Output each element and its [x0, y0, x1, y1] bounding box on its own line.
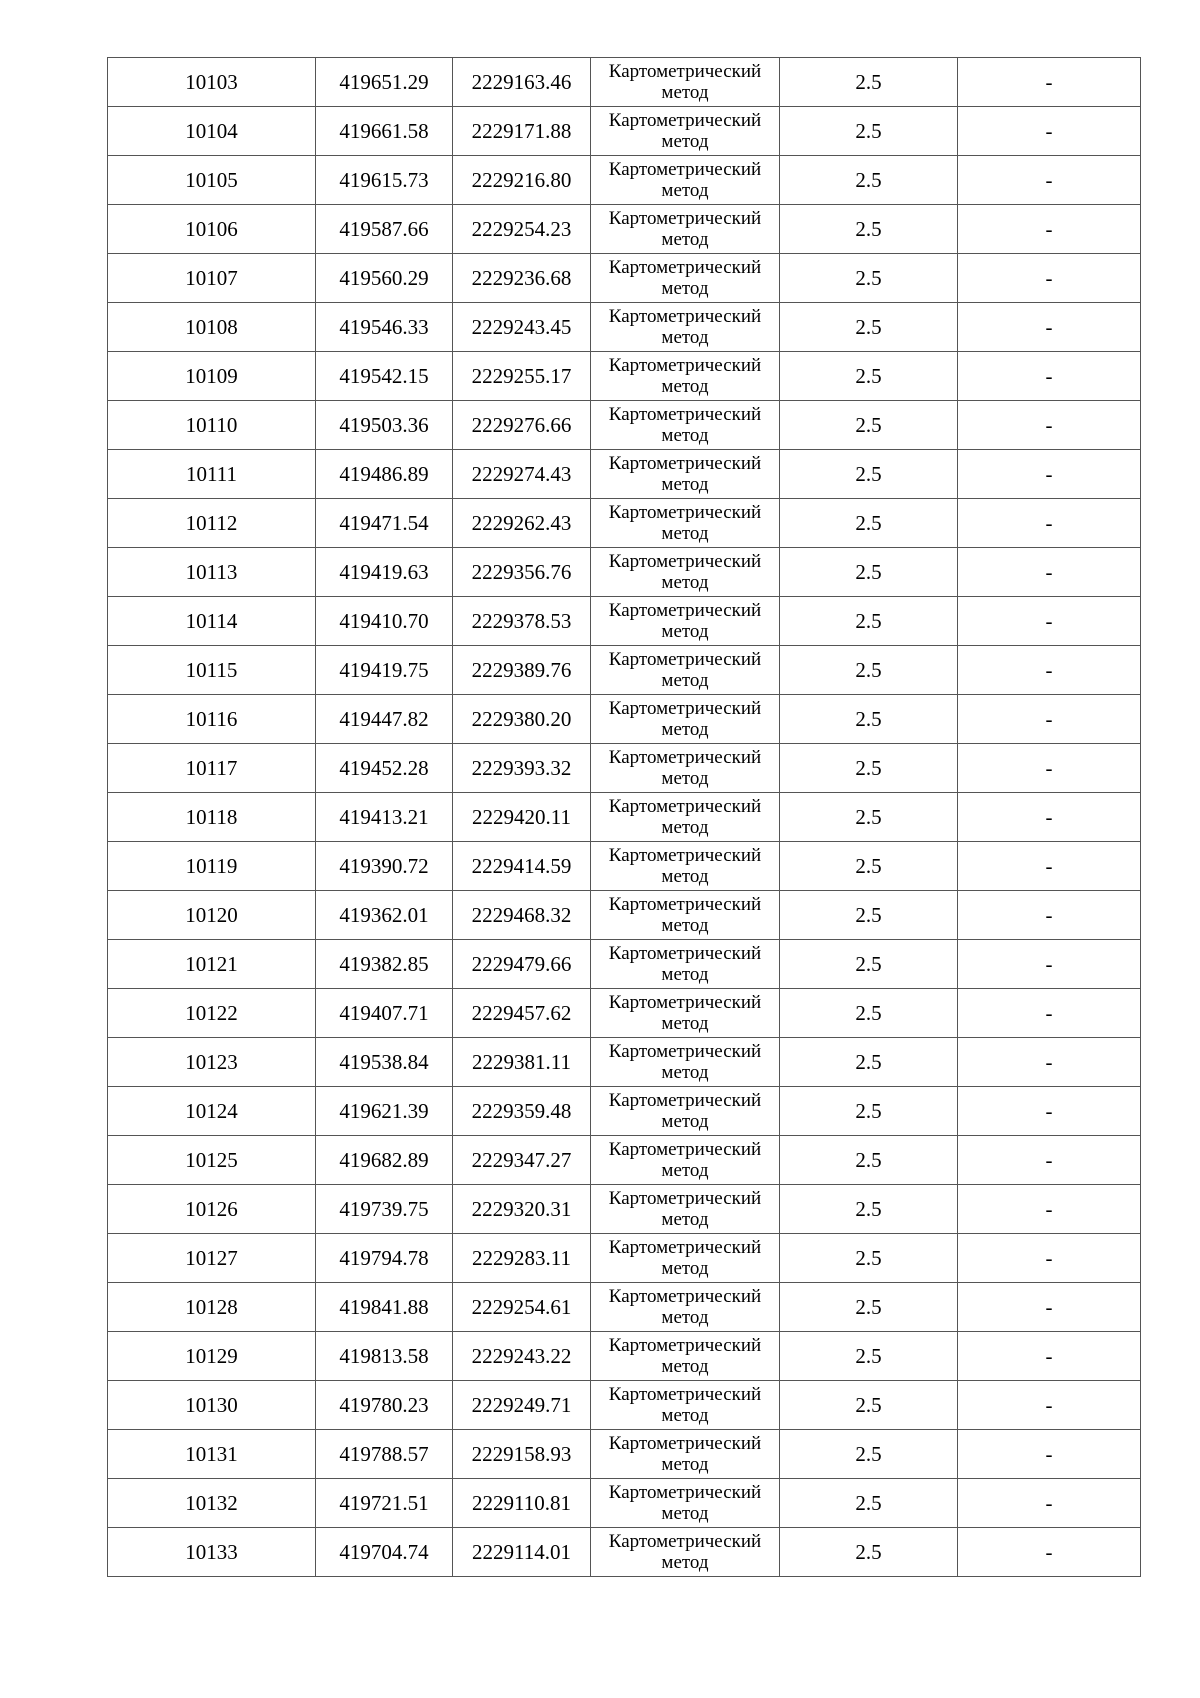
accuracy-cell: 2.5	[780, 891, 958, 940]
y-coordinate-cell: 2229243.22	[453, 1332, 591, 1381]
point-number-cell: 10133	[108, 1528, 316, 1577]
accuracy-cell: 2.5	[780, 1381, 958, 1430]
method-line-1: Картометрический	[608, 453, 762, 474]
method-line-2: метод	[661, 1111, 709, 1132]
method-cell	[591, 1381, 780, 1430]
accuracy-cell: 2.5	[780, 1430, 958, 1479]
accuracy-cell: 2.5	[780, 401, 958, 450]
method-line-1: Картометрический	[608, 208, 762, 229]
y-coordinate-cell: 2229114.01	[453, 1528, 591, 1577]
x-coordinate-cell: 419682.89	[316, 1136, 453, 1185]
accuracy-cell: 2.5	[780, 58, 958, 107]
x-coordinate-cell: 419621.39	[316, 1087, 453, 1136]
method-line-2: метод	[661, 1503, 709, 1524]
accuracy-cell: 2.5	[780, 842, 958, 891]
table-row	[108, 401, 1141, 450]
method-line-2: метод	[661, 1209, 709, 1230]
y-coordinate-cell: 2229359.48	[453, 1087, 591, 1136]
method-line-2: метод	[661, 1258, 709, 1279]
method-cell	[591, 597, 780, 646]
method-line-2: метод	[661, 425, 709, 446]
note-cell: -	[958, 303, 1141, 352]
note-cell: -	[958, 254, 1141, 303]
table-row	[108, 352, 1141, 401]
method-line-1: Картометрический	[608, 551, 762, 572]
x-coordinate-cell: 419382.85	[316, 940, 453, 989]
y-coordinate-cell: 2229163.46	[453, 58, 591, 107]
method-line-2: метод	[661, 670, 709, 691]
point-number-cell: 10130	[108, 1381, 316, 1430]
note-cell: -	[958, 1185, 1141, 1234]
method-line-1: Картометрический	[608, 1237, 762, 1258]
y-coordinate-cell: 2229243.45	[453, 303, 591, 352]
table-row	[108, 205, 1141, 254]
method-cell	[591, 1038, 780, 1087]
table-row	[108, 548, 1141, 597]
x-coordinate-cell: 419407.71	[316, 989, 453, 1038]
method-cell	[591, 548, 780, 597]
x-coordinate-cell: 419721.51	[316, 1479, 453, 1528]
note-cell: -	[958, 744, 1141, 793]
accuracy-cell: 2.5	[780, 1234, 958, 1283]
table-row	[108, 940, 1141, 989]
method-line-2: метод	[661, 964, 709, 985]
method-line-2: метод	[661, 1356, 709, 1377]
method-line-1: Картометрический	[608, 159, 762, 180]
accuracy-cell: 2.5	[780, 597, 958, 646]
point-number-cell: 10126	[108, 1185, 316, 1234]
method-line-2: метод	[661, 523, 709, 544]
x-coordinate-cell: 419410.70	[316, 597, 453, 646]
method-line-1: Картометрический	[608, 1188, 762, 1209]
accuracy-cell: 2.5	[780, 1087, 958, 1136]
method-line-1: Картометрический	[608, 404, 762, 425]
method-line-1: Картометрический	[608, 306, 762, 327]
note-cell: -	[958, 940, 1141, 989]
y-coordinate-cell: 2229347.27	[453, 1136, 591, 1185]
point-number-cell: 10113	[108, 548, 316, 597]
y-coordinate-cell: 2229380.20	[453, 695, 591, 744]
method-line-1: Картометрический	[608, 600, 762, 621]
y-coordinate-cell: 2229254.23	[453, 205, 591, 254]
point-number-cell: 10112	[108, 499, 316, 548]
method-line-1: Картометрический	[608, 110, 762, 131]
accuracy-cell: 2.5	[780, 1528, 958, 1577]
accuracy-cell: 2.5	[780, 1038, 958, 1087]
table-row	[108, 597, 1141, 646]
method-line-1: Картометрический	[608, 1384, 762, 1405]
method-line-1: Картометрический	[608, 1531, 762, 1552]
table-row	[108, 450, 1141, 499]
method-cell	[591, 401, 780, 450]
y-coordinate-cell: 2229378.53	[453, 597, 591, 646]
method-cell	[591, 1185, 780, 1234]
y-coordinate-cell: 2229479.66	[453, 940, 591, 989]
method-cell	[591, 1087, 780, 1136]
method-line-2: метод	[661, 376, 709, 397]
point-number-cell: 10132	[108, 1479, 316, 1528]
method-line-2: метод	[661, 719, 709, 740]
method-cell	[591, 352, 780, 401]
method-cell	[591, 1479, 780, 1528]
method-line-1: Картометрический	[608, 257, 762, 278]
point-number-cell: 10122	[108, 989, 316, 1038]
method-cell	[591, 156, 780, 205]
x-coordinate-cell: 419546.33	[316, 303, 453, 352]
y-coordinate-cell: 2229356.76	[453, 548, 591, 597]
note-cell: -	[958, 597, 1141, 646]
table-row	[108, 1479, 1141, 1528]
method-cell	[591, 646, 780, 695]
point-number-cell: 10103	[108, 58, 316, 107]
table-row	[108, 499, 1141, 548]
x-coordinate-cell: 419538.84	[316, 1038, 453, 1087]
y-coordinate-cell: 2229171.88	[453, 107, 591, 156]
y-coordinate-cell: 2229381.11	[453, 1038, 591, 1087]
table-row	[108, 891, 1141, 940]
accuracy-cell: 2.5	[780, 1185, 958, 1234]
x-coordinate-cell: 419542.15	[316, 352, 453, 401]
accuracy-cell: 2.5	[780, 695, 958, 744]
y-coordinate-cell: 2229158.93	[453, 1430, 591, 1479]
y-coordinate-cell: 2229254.61	[453, 1283, 591, 1332]
x-coordinate-cell: 419615.73	[316, 156, 453, 205]
y-coordinate-cell: 2229393.32	[453, 744, 591, 793]
method-line-2: метод	[661, 229, 709, 250]
table-row	[108, 1038, 1141, 1087]
note-cell: -	[958, 548, 1141, 597]
y-coordinate-cell: 2229420.11	[453, 793, 591, 842]
table-row	[108, 842, 1141, 891]
note-cell: -	[958, 989, 1141, 1038]
point-number-cell: 10125	[108, 1136, 316, 1185]
y-coordinate-cell: 2229457.62	[453, 989, 591, 1038]
note-cell: -	[958, 107, 1141, 156]
note-cell: -	[958, 450, 1141, 499]
table-row	[108, 1234, 1141, 1283]
method-line-2: метод	[661, 1013, 709, 1034]
x-coordinate-cell: 419794.78	[316, 1234, 453, 1283]
method-cell	[591, 695, 780, 744]
method-line-2: метод	[661, 621, 709, 642]
accuracy-cell: 2.5	[780, 793, 958, 842]
y-coordinate-cell: 2229255.17	[453, 352, 591, 401]
method-cell	[591, 940, 780, 989]
method-line-1: Картометрический	[608, 61, 762, 82]
method-cell	[591, 744, 780, 793]
method-line-1: Картометрический	[608, 943, 762, 964]
method-cell	[591, 989, 780, 1038]
method-line-1: Картометрический	[608, 1041, 762, 1062]
x-coordinate-cell: 419503.36	[316, 401, 453, 450]
point-number-cell: 10108	[108, 303, 316, 352]
point-number-cell: 10129	[108, 1332, 316, 1381]
accuracy-cell: 2.5	[780, 744, 958, 793]
table-row	[108, 303, 1141, 352]
method-line-1: Картометрический	[608, 1286, 762, 1307]
coordinates-table-body	[108, 58, 1141, 1577]
method-cell	[591, 450, 780, 499]
method-line-2: метод	[661, 572, 709, 593]
y-coordinate-cell: 2229414.59	[453, 842, 591, 891]
accuracy-cell: 2.5	[780, 548, 958, 597]
point-number-cell: 10128	[108, 1283, 316, 1332]
accuracy-cell: 2.5	[780, 940, 958, 989]
accuracy-cell: 2.5	[780, 1479, 958, 1528]
x-coordinate-cell: 419788.57	[316, 1430, 453, 1479]
table-row	[108, 1185, 1141, 1234]
point-number-cell: 10119	[108, 842, 316, 891]
y-coordinate-cell: 2229389.76	[453, 646, 591, 695]
y-coordinate-cell: 2229262.43	[453, 499, 591, 548]
note-cell: -	[958, 1332, 1141, 1381]
note-cell: -	[958, 842, 1141, 891]
method-line-1: Картометрический	[608, 1482, 762, 1503]
x-coordinate-cell: 419780.23	[316, 1381, 453, 1430]
accuracy-cell: 2.5	[780, 450, 958, 499]
coordinates-table	[107, 57, 1141, 1577]
method-line-2: метод	[661, 82, 709, 103]
y-coordinate-cell: 2229320.31	[453, 1185, 591, 1234]
point-number-cell: 10117	[108, 744, 316, 793]
table-row	[108, 695, 1141, 744]
note-cell: -	[958, 58, 1141, 107]
y-coordinate-cell: 2229110.81	[453, 1479, 591, 1528]
point-number-cell: 10105	[108, 156, 316, 205]
accuracy-cell: 2.5	[780, 205, 958, 254]
method-line-2: метод	[661, 131, 709, 152]
table-row	[108, 1430, 1141, 1479]
y-coordinate-cell: 2229236.68	[453, 254, 591, 303]
method-cell	[591, 58, 780, 107]
accuracy-cell: 2.5	[780, 1332, 958, 1381]
method-line-2: метод	[661, 327, 709, 348]
table-row	[108, 1283, 1141, 1332]
method-line-2: метод	[661, 278, 709, 299]
method-line-2: метод	[661, 1160, 709, 1181]
table-row	[108, 793, 1141, 842]
method-line-2: метод	[661, 768, 709, 789]
point-number-cell: 10127	[108, 1234, 316, 1283]
accuracy-cell: 2.5	[780, 646, 958, 695]
y-coordinate-cell: 2229216.80	[453, 156, 591, 205]
note-cell: -	[958, 695, 1141, 744]
x-coordinate-cell: 419739.75	[316, 1185, 453, 1234]
point-number-cell: 10121	[108, 940, 316, 989]
method-line-1: Картометрический	[608, 1433, 762, 1454]
point-number-cell: 10120	[108, 891, 316, 940]
method-cell	[591, 1430, 780, 1479]
x-coordinate-cell: 419661.58	[316, 107, 453, 156]
method-line-2: метод	[661, 180, 709, 201]
method-line-2: метод	[661, 1552, 709, 1573]
point-number-cell: 10123	[108, 1038, 316, 1087]
method-line-1: Картометрический	[608, 355, 762, 376]
x-coordinate-cell: 419452.28	[316, 744, 453, 793]
accuracy-cell: 2.5	[780, 1136, 958, 1185]
accuracy-cell: 2.5	[780, 1283, 958, 1332]
point-number-cell: 10111	[108, 450, 316, 499]
method-line-2: метод	[661, 1307, 709, 1328]
point-number-cell: 10104	[108, 107, 316, 156]
x-coordinate-cell: 419587.66	[316, 205, 453, 254]
x-coordinate-cell: 419560.29	[316, 254, 453, 303]
point-number-cell: 10131	[108, 1430, 316, 1479]
accuracy-cell: 2.5	[780, 107, 958, 156]
method-line-2: метод	[661, 474, 709, 495]
note-cell: -	[958, 891, 1141, 940]
method-cell	[591, 1136, 780, 1185]
method-cell	[591, 205, 780, 254]
point-number-cell: 10106	[108, 205, 316, 254]
point-number-cell: 10115	[108, 646, 316, 695]
point-number-cell: 10109	[108, 352, 316, 401]
method-line-1: Картометрический	[608, 698, 762, 719]
accuracy-cell: 2.5	[780, 352, 958, 401]
table-row	[108, 989, 1141, 1038]
point-number-cell: 10118	[108, 793, 316, 842]
table-row	[108, 1528, 1141, 1577]
accuracy-cell: 2.5	[780, 303, 958, 352]
table-row	[108, 1136, 1141, 1185]
note-cell: -	[958, 1136, 1141, 1185]
note-cell: -	[958, 499, 1141, 548]
x-coordinate-cell: 419419.75	[316, 646, 453, 695]
note-cell: -	[958, 793, 1141, 842]
x-coordinate-cell: 419413.21	[316, 793, 453, 842]
point-number-cell: 10114	[108, 597, 316, 646]
method-cell	[591, 107, 780, 156]
method-line-1: Картометрический	[608, 747, 762, 768]
table-row	[108, 744, 1141, 793]
method-line-1: Картометрический	[608, 502, 762, 523]
method-line-2: метод	[661, 1454, 709, 1475]
method-line-1: Картометрический	[608, 649, 762, 670]
y-coordinate-cell: 2229283.11	[453, 1234, 591, 1283]
method-cell	[591, 793, 780, 842]
method-line-1: Картометрический	[608, 845, 762, 866]
method-cell	[591, 303, 780, 352]
table-row	[108, 254, 1141, 303]
x-coordinate-cell: 419704.74	[316, 1528, 453, 1577]
note-cell: -	[958, 1234, 1141, 1283]
method-cell	[591, 1234, 780, 1283]
method-cell	[591, 254, 780, 303]
x-coordinate-cell: 419813.58	[316, 1332, 453, 1381]
y-coordinate-cell: 2229274.43	[453, 450, 591, 499]
accuracy-cell: 2.5	[780, 156, 958, 205]
method-cell	[591, 842, 780, 891]
method-cell	[591, 499, 780, 548]
method-line-1: Картометрический	[608, 894, 762, 915]
method-line-1: Картометрический	[608, 1090, 762, 1111]
y-coordinate-cell: 2229249.71	[453, 1381, 591, 1430]
note-cell: -	[958, 646, 1141, 695]
method-line-1: Картометрический	[608, 1335, 762, 1356]
note-cell: -	[958, 352, 1141, 401]
method-cell	[591, 1528, 780, 1577]
x-coordinate-cell: 419471.54	[316, 499, 453, 548]
point-number-cell: 10116	[108, 695, 316, 744]
method-cell	[591, 1283, 780, 1332]
note-cell: -	[958, 1038, 1141, 1087]
note-cell: -	[958, 1479, 1141, 1528]
note-cell: -	[958, 156, 1141, 205]
point-number-cell: 10110	[108, 401, 316, 450]
table-row	[108, 107, 1141, 156]
table-row	[108, 58, 1141, 107]
method-line-2: метод	[661, 817, 709, 838]
note-cell: -	[958, 1087, 1141, 1136]
x-coordinate-cell: 419486.89	[316, 450, 453, 499]
x-coordinate-cell: 419651.29	[316, 58, 453, 107]
table-row	[108, 1087, 1141, 1136]
method-line-2: метод	[661, 915, 709, 936]
note-cell: -	[958, 205, 1141, 254]
note-cell: -	[958, 1430, 1141, 1479]
note-cell: -	[958, 401, 1141, 450]
x-coordinate-cell: 419419.63	[316, 548, 453, 597]
note-cell: -	[958, 1381, 1141, 1430]
note-cell: -	[958, 1283, 1141, 1332]
x-coordinate-cell: 419841.88	[316, 1283, 453, 1332]
x-coordinate-cell: 419362.01	[316, 891, 453, 940]
point-number-cell: 10124	[108, 1087, 316, 1136]
point-number-cell: 10107	[108, 254, 316, 303]
method-line-2: метод	[661, 1405, 709, 1426]
method-line-2: метод	[661, 1062, 709, 1083]
table-row	[108, 1332, 1141, 1381]
table-row	[108, 1381, 1141, 1430]
method-line-1: Картометрический	[608, 992, 762, 1013]
accuracy-cell: 2.5	[780, 499, 958, 548]
method-line-2: метод	[661, 866, 709, 887]
method-cell	[591, 1332, 780, 1381]
table-row	[108, 156, 1141, 205]
x-coordinate-cell: 419447.82	[316, 695, 453, 744]
method-cell	[591, 891, 780, 940]
method-line-1: Картометрический	[608, 796, 762, 817]
table-row	[108, 646, 1141, 695]
accuracy-cell: 2.5	[780, 254, 958, 303]
method-line-1: Картометрический	[608, 1139, 762, 1160]
y-coordinate-cell: 2229276.66	[453, 401, 591, 450]
y-coordinate-cell: 2229468.32	[453, 891, 591, 940]
x-coordinate-cell: 419390.72	[316, 842, 453, 891]
accuracy-cell: 2.5	[780, 989, 958, 1038]
note-cell: -	[958, 1528, 1141, 1577]
